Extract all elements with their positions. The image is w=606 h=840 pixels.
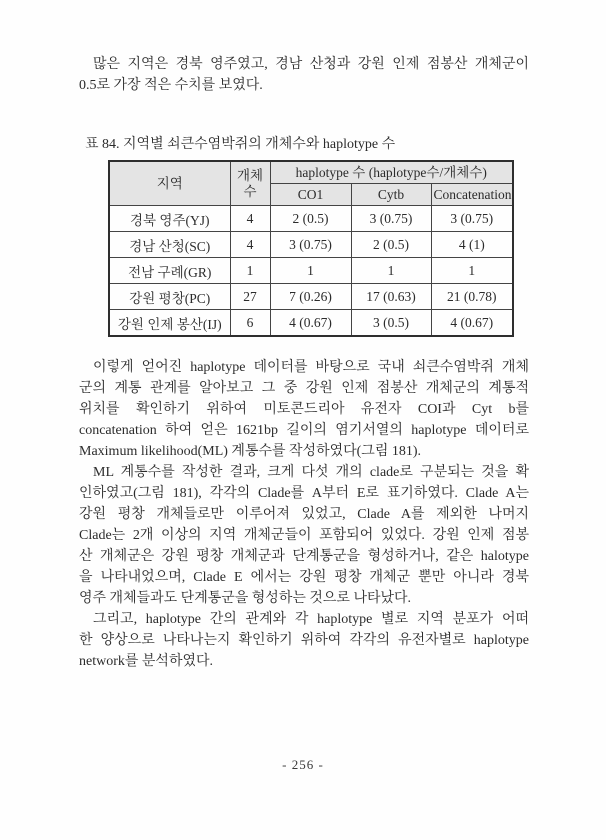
cell-region: 경남 산청(SC)	[109, 232, 230, 258]
body-line: 군의 계통 관계를 알아보고 그 중 강원 인제 점봉산 개체군의 계통적	[79, 381, 529, 396]
cell-region: 전남 구례(GR)	[109, 258, 230, 284]
cell-concatenation: 4 (0.67)	[431, 310, 513, 337]
body-line: 인하였고(그림 181), 각각의 Clade를 A부터 E로 표기하였다. Clade A는	[79, 486, 529, 501]
cell-region: 강원 평창(PC)	[109, 284, 230, 310]
column-header-count-line1: 개체	[236, 167, 264, 183]
haplotype-count-table	[108, 160, 514, 337]
cell-region: 강원 인제 봉산(IJ)	[109, 310, 230, 337]
cell-count: 6	[230, 310, 270, 337]
body-line: 많은 지역은 경북 영주였고, 경남 산청과 강원 인제 점봉산 개체군이	[93, 57, 529, 72]
body-line: 강원 평창 개체들로만 이루어져 있었고, Clade A를 제외한 나머지	[79, 507, 529, 522]
table-row	[109, 206, 513, 232]
body-line: 영주 개체들과도 단계통군을 형성하는 것으로 나타났다.	[79, 591, 412, 606]
cell-cytb: 2 (0.5)	[351, 232, 431, 258]
column-header-region: 지역	[109, 161, 230, 206]
table-row	[109, 310, 513, 337]
table-caption: 표 84. 지역별 쇠큰수염박쥐의 개체수와 haplotype 수	[85, 137, 396, 152]
table-row	[109, 284, 513, 310]
paragraph-clade-results	[79, 462, 529, 609]
body-line: ML 계통수를 작성한 결과, 크게 다섯 개의 clade로 구분되는 것을 확	[93, 465, 529, 480]
cell-co1: 1	[270, 258, 351, 284]
body-line: Clade는 2개 이상의 지역 개체군들이 포함되어 있었다. 강원 인제 점봉	[79, 528, 529, 543]
column-header-count-line2: 수	[243, 183, 257, 199]
body-line: network를 분석하였다.	[79, 654, 214, 669]
cell-co1: 3 (0.75)	[270, 232, 351, 258]
body-line: 한 양상으로 나타나는지 확인하기 위하여 각각의 유전자별로 haplotype	[79, 633, 529, 648]
cell-count: 27	[230, 284, 270, 310]
paragraph-ml-method	[79, 357, 529, 462]
cell-count: 4	[230, 232, 270, 258]
column-header-co1: CO1	[270, 184, 351, 206]
column-header-cytb: Cytb	[351, 184, 431, 206]
paragraph-network-analysis	[79, 609, 529, 672]
cell-concatenation: 4 (1)	[431, 232, 513, 258]
body-line: 이렇게 얻어진 haplotype 데이터를 바탕으로 국내 쇠큰수염박쥐 개체	[93, 360, 529, 375]
cell-concatenation: 3 (0.75)	[431, 206, 513, 232]
cell-cytb: 3 (0.75)	[351, 206, 431, 232]
cell-concatenation: 21 (0.78)	[431, 284, 513, 310]
cell-region: 경북 영주(YJ)	[109, 206, 230, 232]
cell-cytb: 1	[351, 258, 431, 284]
body-line: 0.5로 가장 적은 수치를 보였다.	[79, 78, 263, 93]
body-line: 산 개체군은 강원 평창 개체군과 단계통군을 형성하거나, 같은 halotype	[79, 549, 529, 564]
page-number: - 256 -	[282, 757, 324, 772]
table-header-row-1	[109, 161, 513, 184]
page-content	[79, 54, 529, 672]
table-row	[109, 232, 513, 258]
table-row	[109, 258, 513, 284]
body-line: 위치를 확인하기 위하여 미토콘드리아 유전자 COI과 Cyt b를	[79, 402, 529, 417]
body-line: 그리고, haplotype 간의 관계와 각 haplotype 별로 지역 분포가 어떠	[93, 612, 529, 627]
cell-co1: 2 (0.5)	[270, 206, 351, 232]
paragraph-intro	[79, 54, 529, 96]
cell-count: 4	[230, 206, 270, 232]
cell-count: 1	[230, 258, 270, 284]
cell-concatenation: 1	[431, 258, 513, 284]
cell-cytb: 3 (0.5)	[351, 310, 431, 337]
body-line: 을 나타내었으며, Clade E 에서는 강원 평창 개체군 뿐만 아니라 경북	[79, 570, 529, 585]
column-header-count	[230, 161, 270, 206]
cell-co1: 7 (0.26)	[270, 284, 351, 310]
body-line: Maximum likelihood(ML) 계통수를 작성하였다(그림 181).	[79, 444, 422, 459]
cell-cytb: 17 (0.63)	[351, 284, 431, 310]
column-header-haplotype-group: haplotype 수 (haplotype수/개체수)	[270, 161, 513, 184]
body-line: concatenation 하여 얻은 1621bp 길이의 염기서열의 haplotype 데이터로	[79, 423, 529, 438]
cell-co1: 4 (0.67)	[270, 310, 351, 337]
column-header-concatenation: Concatenation	[431, 184, 513, 206]
